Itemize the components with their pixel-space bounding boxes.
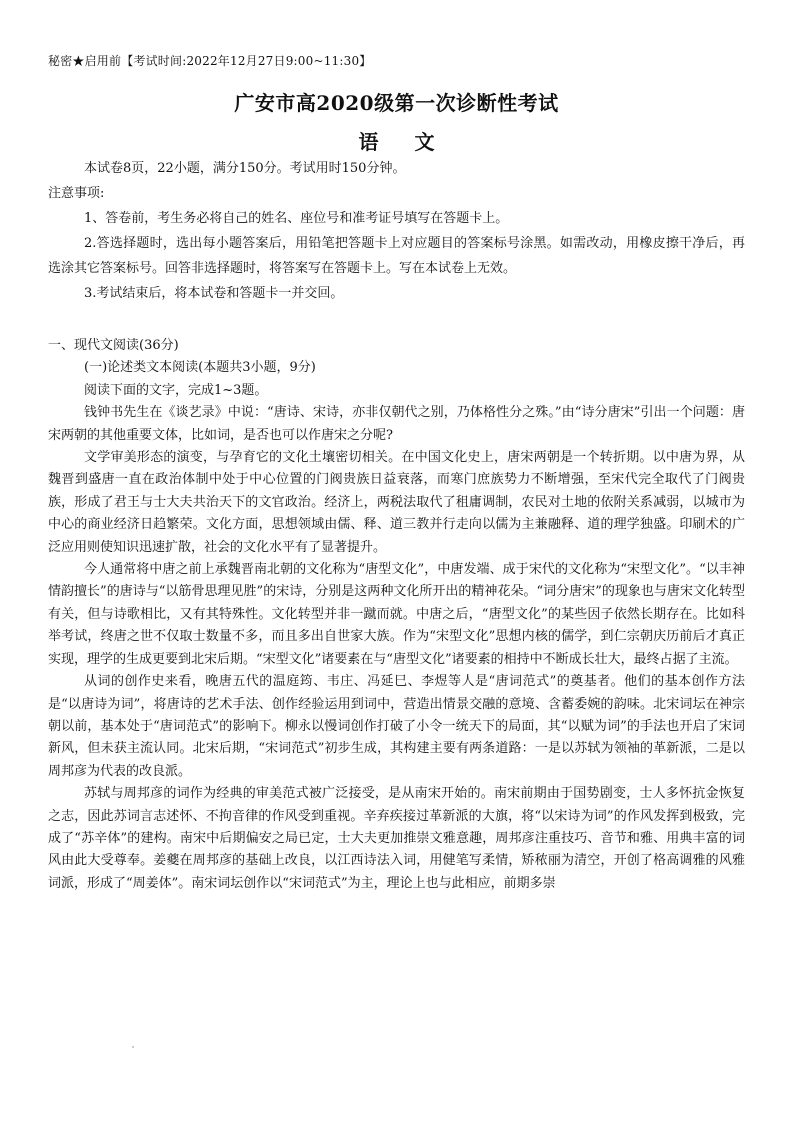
- subject-title: [0, 126, 793, 155]
- article-paragraph-2: 文学审美形态的演变，与孕育它的文化土壤密切相关。在中国文化史上，唐宋两朝是一个转折期。以中唐为界，从魏晋到盛唐一直在政治体制中处于中心位置的门阀贵族日益衰落，而寒门庶族势力不断增强，至宋代完全取代了门阀贵族，形成了君王与士大夫共治天下的文官政治。经济上，两税法取代了租庸调制，农民对土地的依附关系减弱，以城市为中心的商业经济日趋繁荣。文化方面，思想领域由儒、释、道三教并行走向以儒为主兼融释、道的理学独盛。印刷术的广泛应用则使知识迅速扩散，社会的文化水平有了显著提升。: [48, 450, 745, 555]
- exam-notes: [48, 156, 745, 306]
- subject-char-2: 文: [414, 130, 435, 154]
- confidential-note: 秘密★启用前【考试时间:2022年12月27日9:00~11:30】: [48, 54, 372, 68]
- exam-intro: 本试卷8页，22小题，满分150分。考试用时150分钟。: [84, 161, 406, 176]
- section-subheading: (一)论述类文本阅读(本题共3小题，9分): [84, 360, 316, 376]
- note-item-2: 2.答选择题时，选出每小题答案后，用铅笔把答题卡上对应题目的答案标号涂黑。如需改动，用橡皮擦干净后，再选涂其它答案标号。回答非选择题时，将答案写在答题卡上。写在本试卷上无效。: [48, 236, 745, 276]
- article-paragraph-5: 苏轼与周邦彦的词作为经典的审美范式被广泛接受，是从南宋开始的。南宋前期由于国势剧变，士人多怀抗金恢复之志，因此苏词言志述怀、不拘音律的作风受到重视。辛弃疾接过革新派的大旗，将“以宋诗为词”的作风发挥到极致，完成了“苏辛体”的建构。南宋中后期偏安之局已定，士大夫更加推崇文雅意趣，周邦彦注重技巧、音节和雅、用典丰富的词风由此大受尊奉。姜夔在周邦彦的基础上改良，以江西诗法入词，用健笔写柔情，矫秾丽为清空，开创了格高调雅的风雅词派，形成了“周姜体”。南宋词坛创作以“宋词范式”为主，理论上也与此相应，前期多崇: [48, 786, 745, 891]
- note-item-3: 3.考试结束后，将本试卷和答题卡一并交回。: [84, 286, 344, 301]
- scan-speck: [132, 1046, 134, 1048]
- reading-section: [48, 335, 745, 895]
- exam-title: 广安市高2020级第一次诊断性考试: [234, 91, 559, 115]
- subject-char-1: 语: [358, 130, 379, 154]
- article-paragraph-1: 钱钟书先生在《谈艺录》中说：“唐诗、宋诗，亦非仅朝代之别，乃体格性分之殊。”由“诗分唐宋”引出一个问题：唐宋两朝的其他重要文体，比如词，是否也可以作唐宋之分呢?: [48, 405, 745, 443]
- article-paragraph-4: 从词的创作史来看，晚唐五代的温庭筠、韦庄、冯延巳、李煜等人是“唐词范式”的奠基者。他们的基本创作方法是“以唐诗为词”，将唐诗的艺术手法、创作经验运用到词中，营造出情景交融的意境、含蓄委婉的韵味。北宋词坛在神宗朝以前，基本处于“唐词范式”的影响下。柳永以慢词创作打破了小令一统天下的局面，其“以赋为词”的手法也开启了宋词新风，但未获主流认同。北宋后期，“宋词范式”初步生成，其构建主要有两条道路：一是以苏轼为领袖的革新派，二是以周邦彦为代表的改良派。: [48, 674, 745, 779]
- note-item-1: 1、答卷前，考生务必将自己的姓名、座位号和准考证号填写在答题卡上。: [84, 211, 509, 226]
- notes-heading: 注意事项:: [48, 186, 105, 201]
- section-instruction: 阅读下面的文字，完成1~3题。: [84, 382, 268, 398]
- article-paragraph-3: 今人通常将中唐之前上承魏晋南北朝的文化称为“唐型文化”，中唐发端、成于宋代的文化称为“宋型文化”。“以丰神情韵擅长”的唐诗与“以筋骨思理见胜”的宋诗，分别是这两种文化所开出的精神花朵。“词分唐宋”的现象也与唐宋文化转型有关，但与诗歌相比，又有其特殊性。文化转型并非一蹴而就。中唐之后，“唐型文化”的某些因子依然长期存在。比如科举考试，终唐之世不仅取士数量不多，而且多出自世家大族。作为“宋型文化”思想内核的儒学，到仁宗朝庆历前后才真正实现，理学的生成更要到北宋后期。“宋型文化”诸要素在与“唐型文化”诸要素的相持中不断成长壮大，最终占据了主流。: [48, 562, 745, 667]
- section-heading: 一、现代文阅读(36分): [48, 338, 179, 353]
